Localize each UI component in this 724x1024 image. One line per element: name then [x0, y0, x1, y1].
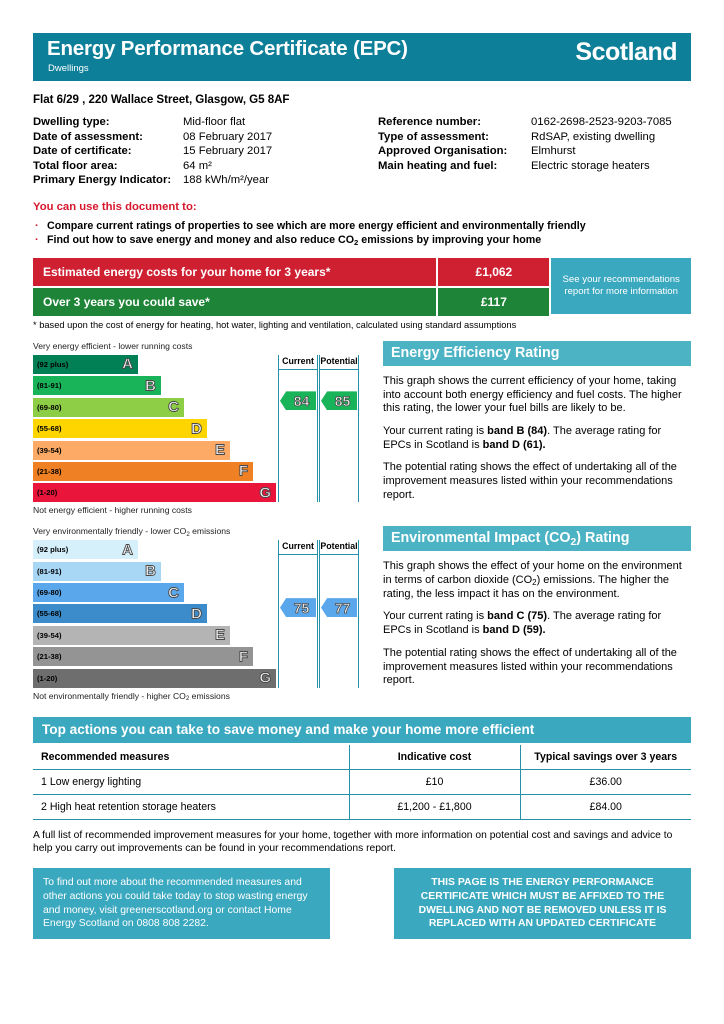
details-left-labels: [33, 115, 183, 188]
environmental-impact-chart: [33, 526, 360, 703]
rating-bars: [33, 540, 278, 687]
panel-title: [383, 526, 691, 551]
region-label: Scotland: [575, 38, 677, 66]
band-range-label: (81-91): [37, 381, 62, 391]
advice-box: To find out more about the recommended measures and other actions you could take today to stop wasting energy and money, visit greenerscotland.org or contact Home Energy Scotland on 0808 808 2282.: [33, 868, 330, 938]
band-range-label: (1-20): [37, 673, 58, 683]
column-body: [320, 555, 358, 687]
text-fragment: ) Rating: [576, 530, 630, 547]
panel-title: Energy Efficiency Rating: [383, 341, 691, 366]
column-header: Current: [279, 355, 317, 370]
rating-band-c: [33, 583, 184, 602]
detail-value: 15 February 2017: [183, 145, 273, 158]
footer-boxes: [33, 868, 691, 938]
panel-paragraph: [383, 425, 691, 452]
text-fragment: Your current rating is: [383, 425, 488, 438]
chart-top-caption: Very energy efficient - lower running costs: [33, 340, 193, 351]
band-letter: F: [238, 462, 248, 480]
rating-band-e: [33, 626, 230, 645]
band-range-label: (81-91): [37, 566, 62, 576]
detail-value: 188 kWh/m²/year: [183, 174, 270, 187]
rating-band-f: [33, 462, 253, 481]
detail-value: Elmhurst: [531, 145, 576, 158]
band-letter: F: [238, 648, 248, 666]
table-row: [33, 794, 691, 819]
detail-value: 0162-2698-2523-9203-7085: [531, 116, 672, 128]
panel-paragraph: This graph shows the current efficiency of your home, taking into account both energy efficiency and fuel costs. The higher this rating, the lower your fuel bills are likely to be.: [383, 374, 682, 415]
band-letter: B: [145, 562, 156, 580]
average-band-text: band D (61).: [482, 438, 546, 451]
band-letter: B: [145, 377, 156, 395]
rating-column-potential: [319, 540, 359, 687]
rating-column-current: [278, 540, 318, 687]
rating-columns: [278, 355, 360, 502]
document-header: [33, 33, 691, 81]
energy-efficiency-chart: [33, 341, 360, 515]
list-item: [33, 219, 691, 234]
details-left-values: [183, 115, 272, 188]
chart-bottom-caption: Not environmentally friendly - higher $CO_2$ emissions: [33, 690, 230, 703]
band-range-label: (69-80): [37, 402, 62, 412]
band-letter: C: [168, 584, 179, 602]
chart-body: [33, 355, 360, 502]
detail-value: Mid-floor flat: [183, 116, 246, 128]
band-letter: G: [259, 484, 271, 502]
band-range-label: (39-54): [37, 630, 62, 640]
chart-bottom-caption: Not energy efficient - higher running costs: [33, 505, 192, 516]
subscript: 2: [570, 536, 577, 548]
band-letter: E: [214, 626, 225, 644]
detail-value: RdSAP, existing dwelling: [531, 130, 656, 143]
certificate-notice-box: THIS PAGE IS THE ENERGY PERFORMANCE CERTIFICATE WHICH MUST BE AFFIXED TO THE DWELLING AND NOT BE REMOVED UNLESS IT IS REPLACED WITH AN UPDATED CERTIFICATE: [394, 868, 691, 938]
recommendations-note-box: See your recommendations report for more information: [551, 258, 691, 314]
costs-footnote: * based upon the cost of energy for heating, hot water, lighting and ventilation, calculated using standard assumptions: [33, 319, 517, 330]
rating-band-d: [33, 419, 207, 438]
text-fragment: ) emissions. The higher the rating, the less impact it has on the environment.: [383, 574, 670, 600]
savings-row: [33, 288, 549, 316]
detail-value: 64 m²: [183, 159, 212, 172]
detail-value: 08 February 2017: [183, 130, 273, 143]
bullet-icon: ·: [35, 234, 39, 247]
rating-band-f: [33, 647, 253, 666]
page-title: Energy Performance Certificate (EPC): [47, 37, 408, 60]
text-fragment: This graph shows the effect of your home on the environment in terms of carbon dioxide (CO: [383, 560, 682, 587]
use-document-list: [33, 219, 691, 249]
text-fragment: . The average rating for EPCs in Scotland is: [383, 610, 662, 637]
list-item-label: Compare current ratings of properties to see which are more energy efficient and environmentally friendly: [47, 219, 586, 232]
estimated-costs-label: Estimated energy costs for your home for 3 years*: [33, 258, 436, 286]
band-range-label: (21-38): [37, 652, 62, 662]
band-letter: A: [122, 355, 133, 373]
column-header: Potential: [320, 540, 358, 555]
measure-cost: £1,200 - £1,800: [349, 794, 520, 819]
energy-costs-rows: [33, 258, 549, 314]
chart-top-caption: Very environmentally friendly - lower $CO_2$ emissions: [33, 526, 231, 538]
environmental-impact-section: [33, 526, 691, 703]
potential-rating-arrow: [320, 391, 358, 410]
list-item: [33, 233, 691, 249]
rating-columns: [278, 540, 360, 687]
recommended-measures-table: [33, 745, 691, 820]
current-band-text: band C (75): [487, 610, 548, 623]
detail-label: Main heating and fuel:: [378, 159, 498, 172]
top-actions-note: A full list of recommended improvement measures for your home, together with more information on potential cost and savings and advice to help you carry out improvements can be found in your recommendations report.: [33, 829, 673, 855]
column-header: Potential: [320, 355, 358, 370]
savings-label: Over 3 years you could save*: [33, 288, 436, 316]
current-rating-arrow: [279, 391, 317, 410]
epc-certificate-page: [33, 0, 691, 939]
detail-label: Date of certificate:: [33, 145, 132, 158]
column-header-cost: Indicative cost: [349, 745, 520, 770]
band-range-label: (1-20): [37, 488, 58, 498]
rating-band-d: [33, 604, 207, 623]
bullet-icon: ·: [35, 219, 39, 232]
panel-paragraph: The potential rating shows the effect of undertaking all of the improvement measures listed within your recommendations report.: [383, 461, 677, 501]
savings-value: £117: [436, 288, 549, 316]
header-subtitle: Dwellings: [48, 63, 89, 74]
detail-label: Reference number:: [378, 116, 481, 128]
current-rating-value: 84: [293, 392, 310, 409]
band-letter: D: [191, 420, 202, 438]
current-band-text: band B (84): [487, 425, 548, 438]
details-right-values: [531, 115, 672, 188]
details-right-column: [378, 115, 672, 188]
text-fragment: Environmental Impact (CO: [391, 530, 571, 547]
chart-body: [33, 540, 360, 687]
rating-band-b: [33, 562, 161, 581]
average-band-text: band D (59).: [482, 624, 546, 637]
band-letter: D: [191, 605, 202, 623]
potential-rating-value: 85: [334, 392, 351, 409]
panel-paragraph: The potential rating shows the effect of undertaking all of the improvement measures listed within your recommendations report.: [383, 646, 677, 687]
detail-label: Dwelling type:: [33, 116, 110, 128]
panel-paragraph: [383, 610, 691, 637]
column-body: [279, 555, 317, 687]
detail-label: Date of assessment:: [33, 130, 143, 143]
energy-costs-summary: [33, 258, 691, 314]
band-letter: C: [168, 398, 179, 416]
column-body: [320, 370, 358, 502]
rating-band-c: [33, 398, 184, 417]
rating-band-a: [33, 540, 138, 559]
column-header-savings: Typical savings over 3 years: [520, 745, 691, 770]
potential-rating-arrow: [320, 598, 358, 617]
details-right-labels: [378, 115, 531, 188]
estimated-costs-value: £1,062: [436, 258, 549, 286]
band-range-label: (21-38): [37, 466, 62, 476]
rating-band-g: [33, 669, 276, 688]
band-letter: E: [214, 441, 225, 459]
use-document-heading: You can use this document to:: [33, 200, 197, 213]
property-details: [33, 115, 691, 188]
detail-label: Type of assessment:: [378, 130, 489, 143]
column-header-measures: Recommended measures: [33, 745, 349, 770]
column-body: [279, 370, 317, 502]
estimated-costs-row: [33, 258, 549, 286]
environmental-impact-text-panel: [383, 526, 691, 700]
band-range-label: (55-68): [37, 424, 62, 434]
measure-savings: £36.00: [520, 769, 691, 794]
top-actions-title: Top actions you can take to save money and make your home more efficient: [33, 717, 691, 743]
rating-band-b: [33, 376, 161, 395]
rating-column-potential: [319, 355, 359, 502]
current-rating-value: 75: [293, 599, 310, 616]
details-left-column: [33, 115, 378, 188]
potential-rating-value: 77: [334, 599, 351, 616]
measure-cost: £10: [349, 769, 520, 794]
text-fragment: . The average rating for EPCs in Scotland is: [383, 425, 662, 451]
band-range-label: (92 plus): [37, 545, 69, 555]
energy-efficiency-section: [33, 341, 691, 515]
rating-bars: [33, 355, 278, 502]
rating-band-e: [33, 441, 230, 460]
band-letter: A: [122, 541, 133, 559]
current-rating-arrow: [279, 598, 317, 617]
band-letter: G: [259, 669, 271, 687]
text-fragment: Your current rating is: [383, 610, 488, 623]
rating-column-current: [278, 355, 318, 502]
list-item-label: Find out how to save energy and money and also reduce $CO_2$ emissions by improving your home: [47, 234, 542, 248]
measure-name: 2 High heat retention storage heaters: [33, 794, 349, 819]
measure-savings: £84.00: [520, 794, 691, 819]
band-range-label: (92 plus): [37, 359, 69, 369]
detail-label: Total floor area:: [33, 159, 118, 172]
band-range-label: (69-80): [37, 588, 62, 598]
detail-label: Approved Organisation:: [378, 145, 508, 158]
table-header-row: [33, 745, 691, 770]
subscript: 2: [532, 577, 537, 587]
property-address: Flat 6/29 , 220 Wallace Street, Glasgow, G5 8AF: [33, 93, 290, 106]
column-header: Current: [279, 540, 317, 555]
detail-label: Primary Energy Indicator:: [33, 174, 172, 187]
band-range-label: (39-54): [37, 445, 62, 455]
energy-efficiency-text-panel: [383, 341, 691, 515]
detail-value: Electric storage heaters: [531, 159, 650, 172]
table-row: [33, 769, 691, 794]
rating-band-a: [33, 355, 138, 374]
measure-name: 1 Low energy lighting: [33, 769, 349, 794]
band-range-label: (55-68): [37, 609, 62, 619]
rating-band-g: [33, 483, 276, 502]
panel-paragraph: [383, 560, 691, 601]
